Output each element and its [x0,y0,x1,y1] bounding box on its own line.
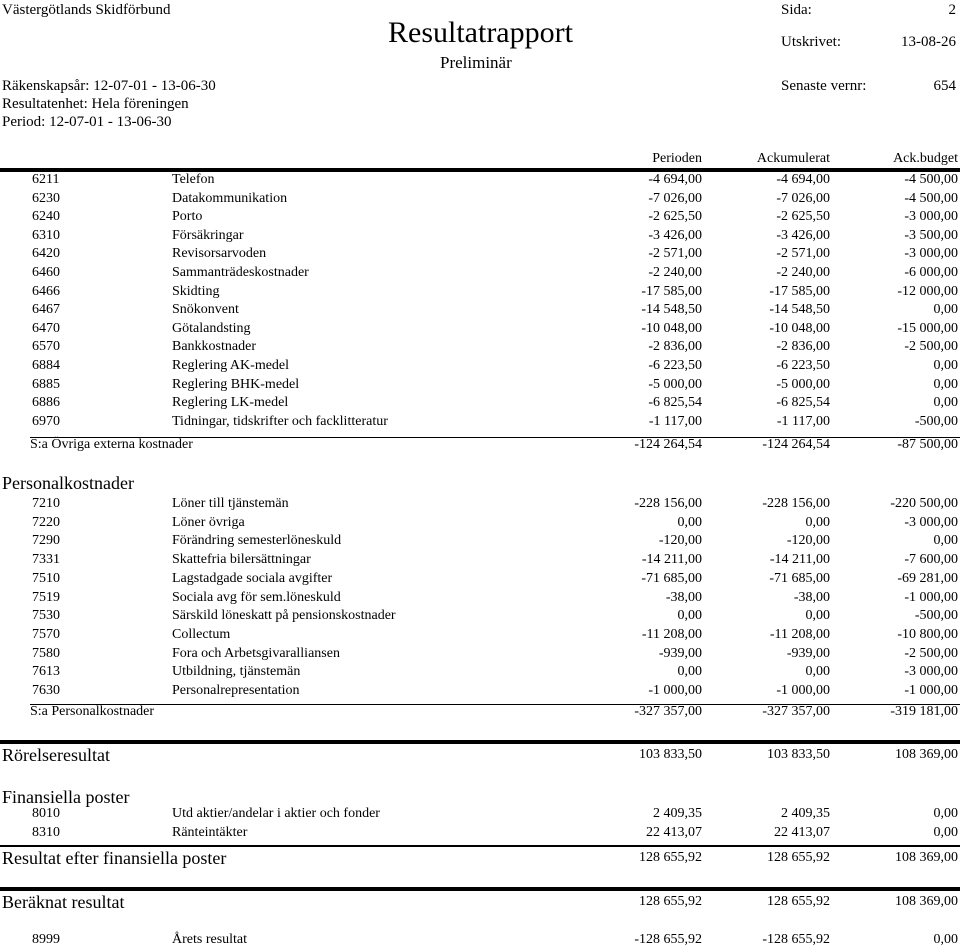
budget-value: -15 000,00 [897,320,958,336]
account-name: Ränteintäkter [172,825,248,840]
table-row [0,571,960,590]
account-number: 6467 [32,302,60,318]
perioden-value: -11 208,00 [641,626,702,642]
account-number: 7210 [32,496,60,511]
budget-value: -3 000,00 [904,664,958,680]
perioden-value: 2 409,35 [653,806,702,821]
ackumulerat-value: -6 825,54 [776,395,830,411]
ackumulerat-value: 2 409,35 [781,806,830,821]
ackumulerat-value: -939,00 [786,645,830,661]
table-row [0,825,960,844]
account-name: Utd aktier/andelar i aktier och fonder [172,806,380,821]
arets-row [0,932,960,951]
perioden-value: -1 117,00 [648,413,702,429]
beraknat-perioden: 128 655,92 [639,894,702,909]
account-number: 6885 [32,376,60,392]
arets-ackumulerat: -128 655,92 [762,932,830,947]
ackumulerat-value: -120,00 [786,533,830,549]
ackumulerat-value: -228 156,00 [762,496,830,511]
ackumulerat-value: 0,00 [805,664,830,680]
perioden-value: -4 694,00 [648,172,702,187]
perioden-value: -6 223,50 [648,358,702,373]
perioden-value: -7 026,00 [648,190,702,206]
table-row [0,265,960,284]
account-name: Götalandsting [172,320,251,336]
ackumulerat-value: -14 548,50 [769,302,830,318]
ackumulerat-value: -10 048,00 [769,320,830,336]
budget-value: -69 281,00 [897,570,958,586]
account-name: Särskild löneskatt på pensionskostnader [172,608,396,624]
account-name: Reglering LK-medel [172,395,289,411]
rorelse-perioden: 103 833,50 [639,747,702,762]
account-number: 7519 [32,589,60,605]
perioden-value: 0,00 [677,664,702,680]
table-row [0,664,960,683]
account-name: Lagstadgade sociala avgifter [172,570,333,586]
beraknat-rule [0,887,960,891]
beraknat-budget: 108 369,00 [895,894,958,909]
beraknat-row [0,892,960,914]
sum-perioden: -327 357,00 [634,704,702,719]
account-number: 6466 [32,283,60,299]
budget-value: -12 000,00 [897,283,958,299]
personal-heading: Personalkostnader [2,473,134,493]
budget-value: -3 500,00 [904,227,958,243]
table-row [0,339,960,358]
perioden-value: 0,00 [677,608,702,624]
sum-budget: -87 500,00 [897,437,958,452]
account-number: 7331 [32,552,60,568]
table-row [0,515,960,534]
budget-value: -3 000,00 [904,209,958,225]
perioden-value: -14 211,00 [641,552,702,568]
budget-value: -4 500,00 [904,172,958,187]
efter-finans-label: Resultat efter finansiella poster [2,848,227,868]
account-name: Bankkostnader [172,339,256,355]
perioden-value: -2 625,50 [648,209,702,225]
account-number: 7630 [32,683,60,698]
rorelse-rule [0,740,960,744]
col-ackumulerat: Ackumulerat [756,151,830,166]
account-number: 6884 [32,358,60,373]
account-name: Skidting [172,283,220,299]
report-subtitle: Preliminär [440,53,512,72]
account-number: 6460 [32,265,60,280]
account-number: 6970 [32,413,60,429]
budget-value: -1 000,00 [904,589,958,605]
account-name: Sammanträdeskostnader [172,265,309,280]
perioden-value: -1 000,00 [648,683,702,698]
ackumulerat-value: -2 240,00 [776,265,830,280]
ackumulerat-value: -38,00 [793,589,830,605]
table-row [0,646,960,665]
perioden-value: -38,00 [665,589,702,605]
ackumulerat-value: -5 000,00 [776,376,830,392]
ackumulerat-value: -6 223,50 [776,358,830,373]
table-row [0,552,960,571]
budget-value: -1 000,00 [904,683,958,698]
perioden-value: -14 548,50 [641,302,702,318]
sida-label: Sida: [781,2,812,18]
account-name: Löner till tjänstemän [172,496,289,511]
sum-ackumulerat: -327 357,00 [762,704,830,719]
perioden-value: -71 685,00 [641,570,702,586]
account-name: Utbildning, tjänstemän [172,664,301,680]
account-number: 8010 [32,806,60,821]
utskrivet-value: 13-08-26 [901,34,956,50]
budget-value: 0,00 [933,825,958,840]
resultatenhet: Resultatenhet: Hela föreningen [2,96,189,112]
perioden-value: -120,00 [658,533,702,549]
perioden-value: -10 048,00 [641,320,702,336]
ackumulerat-value: -2 836,00 [776,339,830,355]
ackumulerat-value: -11 208,00 [769,626,830,642]
sida-value: 2 [948,2,956,18]
table-row [0,533,960,552]
ackumulerat-value: 22 413,07 [774,825,830,840]
ackumulerat-value: -1 117,00 [776,413,830,429]
account-name: Snökonvent [172,302,239,318]
arets-acct: 8999 [32,932,60,947]
perioden-value: -5 000,00 [648,376,702,392]
rakenskapsar: Räkenskapsår: 12-07-01 - 13-06-30 [2,78,216,94]
account-name: Tidningar, tidskrifter och facklitteratur [172,413,388,429]
table-row [0,321,960,340]
efter-finans-row [0,848,960,870]
sum-ackumulerat: -124 264,54 [762,437,830,452]
table-row [0,172,960,191]
perioden-value: -2 240,00 [648,265,702,280]
account-name: Skattefria bilersättningar [172,552,311,568]
budget-value: -500,00 [914,413,958,429]
budget-value: -3 000,00 [904,246,958,262]
table-row [0,590,960,609]
account-number: 7530 [32,608,60,624]
ackumulerat-value: -7 026,00 [776,190,830,206]
account-number: 6420 [32,246,60,262]
efter-finans-perioden: 128 655,92 [639,850,702,865]
account-number: 7290 [32,533,60,549]
perioden-value: -2 571,00 [648,246,702,262]
col-ack-budget: Ack.budget [893,151,958,166]
account-name: Collectum [172,626,231,642]
account-name: Telefon [172,172,215,187]
ackumulerat-value: -71 685,00 [769,570,830,586]
account-number: 7613 [32,664,60,680]
budget-value: -500,00 [914,608,958,624]
budget-value: 0,00 [933,302,958,318]
ackumulerat-value: -2 625,50 [776,209,830,225]
table-row [0,627,960,646]
account-name: Sociala avg för sem.löneskuld [172,589,341,605]
account-number: 6240 [32,209,60,225]
account-number: 6211 [32,172,60,187]
beraknat-label: Beräknat resultat [2,892,125,912]
vernr-label: Senaste vernr: [781,78,867,94]
table-row [0,608,960,627]
account-name: Reglering BHK-medel [172,376,300,392]
budget-value: -3 000,00 [904,514,958,530]
perioden-value: -228 156,00 [634,496,702,511]
ackumulerat-value: -3 426,00 [776,227,830,243]
account-name: Datakommunikation [172,190,288,206]
finans-rule [0,845,960,847]
table-row [0,358,960,377]
perioden-value: -2 836,00 [648,339,702,355]
ackumulerat-value: -4 694,00 [776,172,830,187]
account-number: 6886 [32,395,60,411]
ackumulerat-value: -14 211,00 [769,552,830,568]
account-name: Förändring semesterlöneskuld [172,533,342,549]
sum-budget: -319 181,00 [890,704,958,719]
rorelse-label: Rörelseresultat [2,745,110,765]
personal-sum-row [0,704,960,723]
account-number: 7220 [32,514,60,530]
budget-value: -220 500,00 [890,496,958,511]
perioden-value: 22 413,07 [646,825,702,840]
period: Period: 12-07-01 - 13-06-30 [2,114,172,130]
table-row [0,414,960,433]
account-number: 7580 [32,645,60,661]
perioden-value: -939,00 [658,645,702,661]
ackumulerat-value: -2 571,00 [776,246,830,262]
account-name: Reglering AK-medel [172,358,290,373]
arets-perioden: -128 655,92 [634,932,702,947]
budget-value: -7 600,00 [904,552,958,568]
account-name: Löner övriga [172,514,245,530]
ackumulerat-value: 0,00 [805,608,830,624]
perioden-value: -6 825,54 [648,395,702,411]
account-name: Försäkringar [172,227,244,243]
report-title: Resultatrapport [388,16,573,49]
rorelse-budget: 108 369,00 [895,747,958,762]
ackumulerat-value: -1 000,00 [776,683,830,698]
account-number: 8310 [32,825,60,840]
table-row [0,246,960,265]
ovriga-sum-row [0,437,960,456]
rorelse-row [0,745,960,767]
table-row [0,228,960,247]
budget-value: -6 000,00 [904,265,958,280]
account-number: 7510 [32,570,60,586]
utskrivet-label: Utskrivet: [781,34,841,50]
perioden-value: -3 426,00 [648,227,702,243]
account-name: Revisorsarvoden [172,246,267,262]
table-row [0,806,960,825]
budget-value: 0,00 [933,533,958,549]
budget-value: 0,00 [933,376,958,392]
efter-finans-ackumulerat: 128 655,92 [767,850,830,865]
sum-perioden: -124 264,54 [634,437,702,452]
perioden-value: -17 585,00 [641,283,702,299]
account-number: 6230 [32,190,60,206]
account-number: 6470 [32,320,60,336]
table-row [0,284,960,303]
table-row [0,395,960,414]
table-row [0,191,960,210]
efter-finans-budget: 108 369,00 [895,850,958,865]
table-row [0,683,960,702]
account-name: Porto [172,209,203,225]
table-row [0,496,960,515]
budget-value: -2 500,00 [904,339,958,355]
perioden-value: 0,00 [677,514,702,530]
arets-budget: 0,00 [933,932,958,947]
account-name: Fora och Arbetsgivaralliansen [172,645,340,661]
budget-value: -4 500,00 [904,190,958,206]
table-row [0,302,960,321]
col-perioden: Perioden [652,151,702,166]
table-row [0,209,960,228]
ackumulerat-value: -17 585,00 [769,283,830,299]
budget-value: -2 500,00 [904,645,958,661]
budget-value: 0,00 [933,358,958,373]
account-number: 6570 [32,339,60,355]
table-row [0,377,960,396]
sum-label: S:a Personalkostnader [30,704,155,719]
rorelse-ackumulerat: 103 833,50 [767,747,830,762]
ackumulerat-value: 0,00 [805,514,830,530]
finans-heading: Finansiella poster [2,787,130,807]
budget-value: -10 800,00 [897,626,958,642]
budget-value: 0,00 [933,395,958,411]
sum-label: S:a Övriga externa kostnader [30,437,193,452]
vernr-value: 654 [933,78,956,94]
account-number: 7570 [32,626,60,642]
beraknat-ackumulerat: 128 655,92 [767,894,830,909]
budget-value: 0,00 [933,806,958,821]
account-name: Personalrepresentation [172,683,300,698]
arets-name: Årets resultat [172,932,248,947]
org-name: Västergötlands Skidförbund [2,2,171,18]
account-number: 6310 [32,227,60,243]
